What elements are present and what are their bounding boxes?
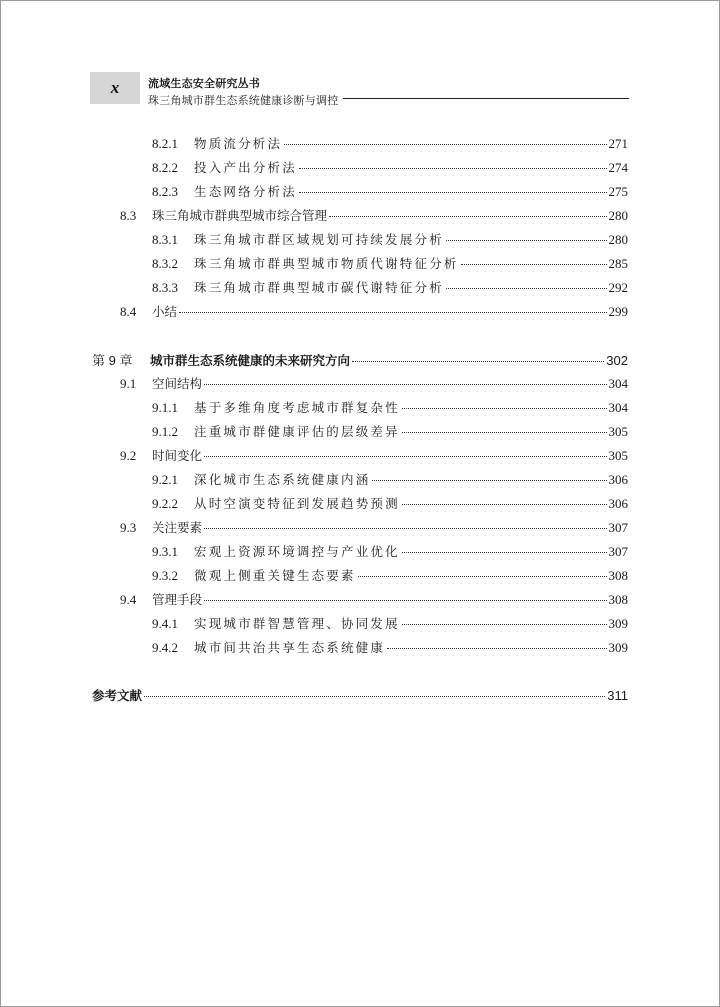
toc-entry-title: 生态网络分析法: [194, 184, 297, 199]
toc-entry-page: 280: [608, 208, 628, 223]
toc-entry-page: 271: [608, 136, 628, 151]
toc-entry[interactable]: [152, 158, 628, 180]
toc-leader-dots: [387, 648, 606, 649]
toc-leader-dots: [446, 240, 607, 241]
toc-entry-number: 8.3: [120, 208, 137, 223]
toc-entry-page: 305: [608, 424, 628, 439]
toc-entry-title: 城市群生态系统健康的未来研究方向: [150, 353, 351, 368]
toc-entry-number: 9.2.2: [152, 496, 178, 511]
toc-entry-page: 302: [606, 353, 628, 368]
toc-entry-number: 9.3: [120, 520, 137, 535]
header-rule: [343, 98, 629, 99]
toc-entry-title: 投入产出分析法: [194, 160, 297, 175]
toc-entry-title: 珠三角城市群典型城市碳代谢特征分析: [194, 280, 444, 295]
toc-entry-page: 306: [608, 472, 628, 487]
toc-entry[interactable]: [152, 614, 628, 636]
toc-entry-title: 管理手段: [152, 592, 203, 607]
toc-entry-page: 306: [608, 496, 628, 511]
toc-entry-title: 小结: [152, 304, 178, 319]
toc-entry-number: 9.4.2: [152, 640, 178, 655]
toc-entry[interactable]: [152, 278, 628, 300]
page-number: x: [90, 72, 140, 104]
toc-leader-dots: [402, 408, 607, 409]
toc-entry-number: 9.3.2: [152, 568, 178, 583]
toc-entry-title: 空间结构: [152, 376, 203, 391]
toc-leader-dots: [284, 144, 606, 145]
toc-leader-dots: [204, 456, 606, 457]
toc-leader-dots: [402, 432, 607, 433]
toc-leader-dots: [329, 216, 606, 217]
toc-entry-page: 308: [608, 568, 628, 583]
toc-entry-title: 珠三角城市群典型城市物质代谢特征分析: [194, 256, 459, 271]
toc-entry-page: 285: [608, 256, 628, 271]
toc-leader-dots: [144, 696, 605, 697]
toc-entry-title: 深化城市生态系统健康内涵: [194, 472, 371, 487]
toc-entry[interactable]: [152, 398, 628, 420]
toc-entry[interactable]: [152, 254, 628, 276]
book-title: 珠三角城市群生态系统健康诊断与调控: [148, 94, 339, 107]
toc-leader-dots: [402, 504, 607, 505]
toc-entry-title: 时间变化: [152, 448, 203, 463]
toc-entry-page: 307: [608, 544, 628, 559]
toc-entry-number: 9.2.1: [152, 472, 178, 487]
toc-leader-dots: [352, 361, 604, 362]
toc-entry-title: 珠三角城市群区域规划可持续发展分析: [194, 232, 444, 247]
toc-leader-dots: [358, 576, 607, 577]
toc-entry-page: 275: [608, 184, 628, 199]
toc-entry-number: 第 9 章: [92, 353, 133, 368]
toc-entry-title: 微观上侧重关键生态要素: [194, 568, 356, 583]
toc-entry[interactable]: [120, 374, 628, 396]
toc-entry-number: 8.3.1: [152, 232, 178, 247]
toc-leader-dots: [179, 312, 606, 313]
toc-entry[interactable]: [152, 134, 628, 156]
toc-entry[interactable]: [152, 230, 628, 252]
toc-entry[interactable]: [152, 182, 628, 204]
toc-entry-title: 注重城市群健康评估的层级差异: [194, 424, 400, 439]
toc-leader-dots: [461, 264, 607, 265]
toc-entry[interactable]: [152, 542, 628, 564]
toc-entry[interactable]: [152, 422, 628, 444]
toc-entry[interactable]: [152, 566, 628, 588]
toc-entry-title: 宏观上资源环境调控与产业优化: [194, 544, 400, 559]
toc-entry-page: 292: [608, 280, 628, 295]
toc-entry-title: 参考文献: [92, 688, 143, 703]
toc-leader-dots: [299, 168, 607, 169]
toc-entry-number: 8.3.2: [152, 256, 178, 271]
toc-entry-page: 280: [608, 232, 628, 247]
toc-entry-page: 307: [608, 520, 628, 535]
toc-entry[interactable]: [120, 518, 628, 540]
toc-entry-page: 274: [608, 160, 628, 175]
toc-entry[interactable]: [120, 446, 628, 468]
toc-entry[interactable]: [152, 638, 628, 660]
toc-entry[interactable]: [92, 350, 628, 372]
toc-leader-dots: [204, 600, 606, 601]
toc-leader-dots: [402, 552, 607, 553]
toc-entry-number: 8.2.1: [152, 136, 178, 151]
toc-entry-number: 9.4.1: [152, 616, 178, 631]
toc-leader-dots: [372, 480, 606, 481]
toc-entry-number: 9.4: [120, 592, 137, 607]
toc-entry-title: 物质流分析法: [194, 136, 283, 151]
toc-entry-number: 9.3.1: [152, 544, 178, 559]
toc-entry-title: 基于多维角度考虑城市群复杂性: [194, 400, 400, 415]
toc-entry-page: 308: [608, 592, 628, 607]
toc-entry-page: 305: [608, 448, 628, 463]
toc-entry[interactable]: [152, 470, 628, 492]
toc-entry-number: 9.1.1: [152, 400, 178, 415]
toc-leader-dots: [204, 384, 606, 385]
toc-entry-number: 9.2: [120, 448, 137, 463]
toc-entry-page: 309: [608, 640, 628, 655]
toc-entry-title: 珠三角城市群典型城市综合管理: [152, 208, 328, 223]
toc-entry[interactable]: [152, 494, 628, 516]
toc-leader-dots: [204, 528, 606, 529]
toc-leader-dots: [402, 624, 607, 625]
toc-entry[interactable]: [92, 686, 628, 708]
toc-entry-title: 实现城市群智慧管理、协同发展: [194, 616, 400, 631]
toc-entry-title: 关注要素: [152, 520, 203, 535]
toc-entry[interactable]: [120, 206, 628, 228]
toc-entry-number: 9.1: [120, 376, 137, 391]
toc-entry-title: 城市间共治共享生态系统健康: [194, 640, 386, 655]
toc-entry-page: 299: [608, 304, 628, 319]
toc-entry-page: 304: [608, 376, 628, 391]
toc-entry-page: 309: [608, 616, 628, 631]
toc-entry-title: 从时空演变特征到发展趋势预测: [194, 496, 400, 511]
toc-entry-page: 304: [608, 400, 628, 415]
toc-entry[interactable]: [120, 302, 628, 324]
toc-entry-page: 311: [607, 688, 628, 703]
toc-entry-number: 8.2.3: [152, 184, 178, 199]
toc-entry-number: 9.1.2: [152, 424, 178, 439]
toc-entry[interactable]: [120, 590, 628, 612]
toc-leader-dots: [446, 288, 607, 289]
toc-entry-number: 8.4: [120, 304, 137, 319]
toc-entry-number: 8.2.2: [152, 160, 178, 175]
series-title: 流域生态安全研究丛书: [148, 77, 260, 90]
toc-entry-number: 8.3.3: [152, 280, 178, 295]
toc-leader-dots: [299, 192, 607, 193]
